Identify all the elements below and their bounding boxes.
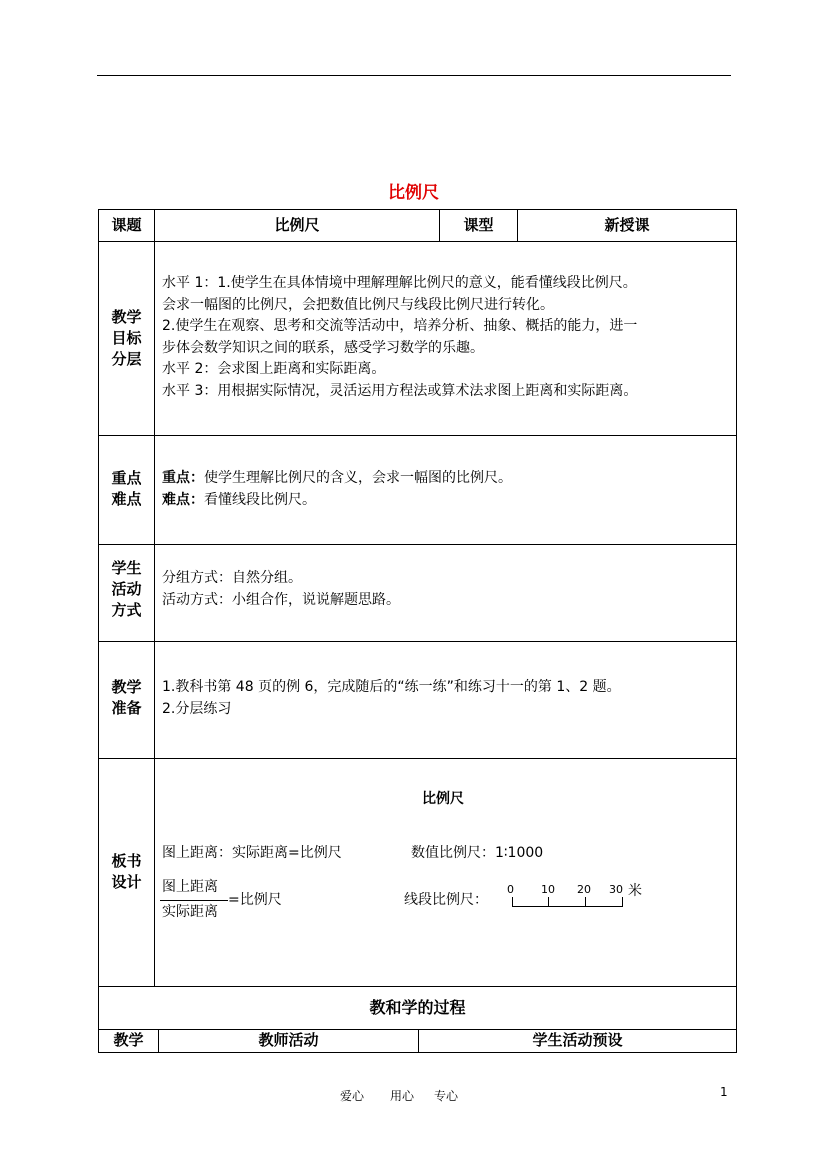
process-title: 教和学的过程	[369, 998, 466, 1017]
activity-content	[162, 568, 400, 611]
goals-label	[98, 307, 155, 370]
board-heading: 比例尺	[422, 791, 464, 807]
scale-unit: 米	[628, 883, 642, 899]
key-point-value: 使学生理解比例尺的含义，会求一幅图的比例尺。	[204, 470, 512, 486]
page-title: 比例尺	[388, 183, 439, 203]
board-label-2: 设计	[111, 873, 142, 891]
goals-content	[162, 273, 637, 402]
goals-label-3: 分层	[111, 350, 142, 368]
process-col-2: 教师活动	[258, 1031, 319, 1049]
process-col-1: 教学	[113, 1031, 144, 1049]
page-number: 1	[720, 1085, 728, 1099]
activity-label	[98, 558, 155, 621]
scale-tick	[548, 897, 549, 907]
goals-line: 水平 2：会求图上距离和实际距离。	[162, 361, 386, 377]
footer-word: 用心	[390, 1089, 415, 1103]
header-rule	[97, 75, 731, 76]
keypoints-content	[162, 468, 512, 511]
numeric-scale: 数值比例尺：1∶1000	[411, 845, 544, 861]
fraction-denominator: 实际距离	[162, 904, 218, 920]
keypoints-label	[98, 468, 155, 510]
difficulty-value: 看懂线段比例尺。	[204, 491, 316, 508]
segment-scale-label: 线段比例尺：	[404, 892, 488, 908]
process-col-3: 学生活动预设	[532, 1031, 623, 1049]
activity-label-1: 学生	[111, 559, 142, 577]
scale-tick	[585, 897, 586, 907]
scale-tick	[512, 897, 513, 907]
scale-line	[512, 906, 623, 907]
goals-label-2: 目标	[111, 329, 142, 347]
prep-line: 1.教科书第 48 页的例 6，完成随后的“练一练”和练习十一的第 1、2 题。	[162, 679, 621, 695]
difficulty-item	[162, 490, 512, 512]
topic-label: 课题	[111, 216, 142, 234]
goals-line: 2.使学生在观察、思考和交流等活动中，培养分析、抽象、概括的能力，进一	[162, 318, 638, 334]
scale-tick-label: 10	[541, 883, 555, 896]
goals-line: 水平 1：1.使学生在具体情境中理解理解比例尺的意义，能看懂线段比例尺。	[162, 275, 637, 291]
type-value: 新授课	[604, 216, 650, 234]
prep-content	[162, 677, 621, 720]
footer-word: 专心	[434, 1089, 459, 1103]
difficulty-key: 难点：	[162, 491, 204, 508]
goals-label-1: 教学	[111, 308, 142, 326]
scale-tick-label: 20	[577, 883, 591, 896]
activity-line: 分组方式：自然分组。	[162, 570, 302, 586]
scale-tick	[622, 897, 623, 907]
activity-line: 活动方式：小组合作，说说解题思路。	[162, 591, 400, 608]
fraction-equals: =比例尺	[228, 892, 282, 908]
goals-line: 会求一幅图的比例尺，会把数值比例尺与线段比例尺进行转化。	[162, 296, 554, 313]
goals-line: 步体会数学知识之间的联系，感受学习数学的乐趣。	[162, 339, 484, 356]
key-point-item	[162, 468, 512, 490]
activity-label-2: 活动	[111, 580, 142, 598]
board-label	[98, 851, 155, 893]
footer-word: 爱心	[340, 1089, 365, 1103]
board-formula: 图上距离：实际距离=比例尺	[162, 845, 342, 861]
fraction-numerator: 图上距离	[162, 879, 218, 895]
scale-tick-label: 30	[609, 883, 623, 896]
activity-label-3: 方式	[111, 601, 142, 619]
prep-line: 2.分层练习	[162, 700, 232, 717]
keypoints-label-1: 重点	[111, 469, 142, 487]
prep-label-2: 准备	[111, 699, 142, 717]
topic-value: 比例尺	[274, 216, 320, 234]
prep-label-1: 教学	[111, 678, 142, 696]
prep-label	[98, 677, 155, 719]
goals-line: 水平 3：用根据实际情况，灵活运用方程法或算术法求图上距离和实际距离。	[162, 382, 638, 399]
keypoints-label-2: 难点	[111, 490, 142, 508]
key-point-key: 重点：	[162, 470, 204, 486]
scale-tick-label: 0	[507, 883, 514, 896]
fraction-bar	[160, 900, 228, 901]
board-label-1: 板书	[111, 852, 142, 870]
type-label: 课型	[463, 216, 494, 234]
